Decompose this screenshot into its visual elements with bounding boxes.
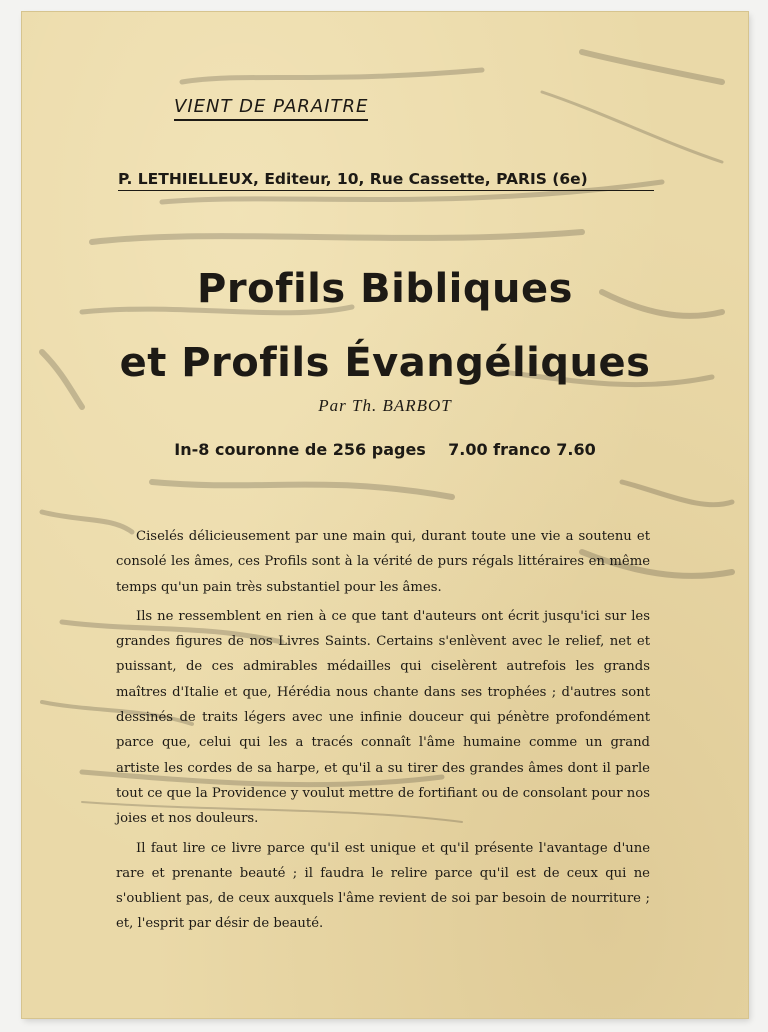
paragraph: Ils ne ressemblent en rien à ce que tant d'auteurs ont écrit jusqu'ici sur les grandes figures de nos Livres Saints. Certains s'enlèvent avec le relief, net et puissant, de ces admirables médailles qui ciselèrent autrefois les grands maîtres d'Italie et que, Hérédia nous chante dans ses trophées ; d'autres sont dessinés de traits légers avec une infinie douceur qui pénètre profondément parce que, celui qui les a tracés connaît l'âme humaine comme un grand artiste les cordes de sa harpe, et qu'il a su tirer des grandes âmes dont il parle tout ce que la Providence y voulut mettre de fortifiant ou de consolant pour nos joies et nos douleurs. xyxy=(116,608,650,827)
book-title-line-1: Profils Bibliques xyxy=(197,266,573,312)
description-body xyxy=(116,524,650,941)
announcement-heading: VIENT DE PARAITRE xyxy=(174,96,368,121)
paper-sheet xyxy=(22,12,748,1018)
paragraph: Ciselés délicieusement par une main qui, durant toute une vie a soutenu et consolé les âmes, ces Profils sont à la vérité de purs régals littéraires en même temps qu'un pain très substantiel pour les âmes. xyxy=(116,529,650,595)
author-line: Par Th. BARBOT xyxy=(318,396,452,415)
paragraph: Il faut lire ce livre parce qu'il est unique et qu'il présente l'avantage d'une rare et prenante beauté ; il faudra le relire parce qu'il est de ceux qui ne s'oublient pas, de ceux auxquels l'âme revient de soi par besoin de nourriture ; et, l'esprit par désir de beauté. xyxy=(116,840,650,932)
format-and-price: In-8 couronne de 256 pages 7.00 franco 7.60 xyxy=(174,440,596,459)
publisher-line: P. LETHIELLEUX, Editeur, 10, Rue Cassette, PARIS (6e) xyxy=(118,170,654,191)
book-title-line-2: et Profils Évangéliques xyxy=(119,340,651,386)
